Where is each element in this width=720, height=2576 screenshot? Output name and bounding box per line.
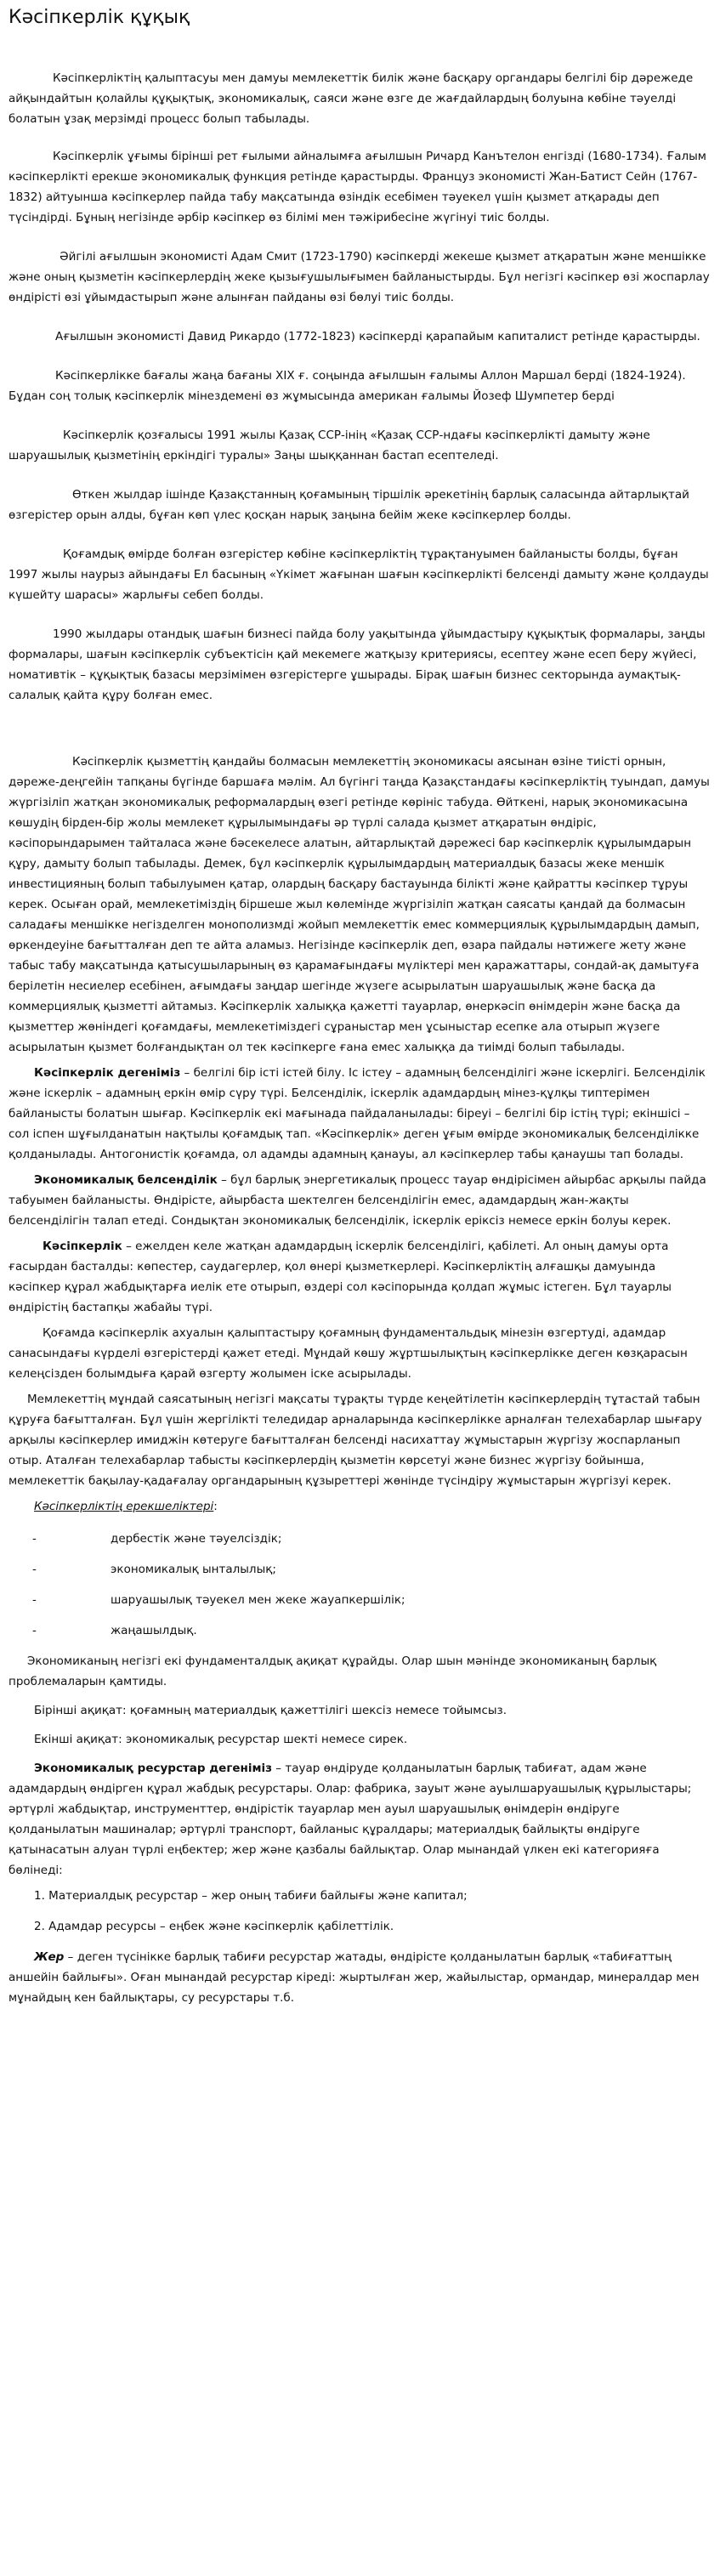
- definition-entrepreneurship: [9, 1063, 710, 1165]
- features-heading: [9, 1496, 710, 1517]
- paragraph-6: Кәсіпкерлік қозғалысы 1991 жылы Қазақ ССР-інің «Қазақ ССР-ндағы кәсіпкерлікті дамыту және шаруашылық қызметінің еркіндігі туралы» Заңы шыққаннан бастап есептеледі.: [9, 428, 650, 462]
- definition-text: – ежелден келе жатқан адамдардың іскерлік белсенділігі, қабілеті. Ал оның дамуы орта ғасырдан басталды: көпестер, саудагерлер, қол өнері қызметкерлері. Кәсіпкерліктің алғашқы дамуында кәсіпкер құрал жабдықтарға иелік ете отырып, өздері сол кәсіпорында қолдап жұмыс істеген. Бұл тауарлы өндірістің бастапқы жабайы түрі.: [9, 1240, 672, 1314]
- list-item: [9, 1615, 710, 1646]
- resource-categories-list: [9, 1881, 710, 1942]
- list-dash: -: [32, 1593, 37, 1607]
- paragraph-3: Әйгілі ағылшын экономисті Адам Смит (1723-1790) кәсіпкерді жекеше қызмет атқаратын және меншікке және оның қызметін кәсіпкерлердің жеке қызығушылығымен байланыстырды. Бұл негізгі кәсіпкер өзі жоспарлау өндірісті өзі ұйымдастырып және алынған пайданы өзі бөлуі тиіс болды.: [9, 250, 710, 304]
- paragraph-truth-2: Екінші ақиқат: экономикалық ресурстар шекті немесе сирек.: [34, 1733, 408, 1746]
- list-dash: -: [32, 1532, 37, 1546]
- features-title: Кәсіпкерліктің ерекшеліктері: [34, 1500, 214, 1513]
- paragraph-7: Өткен жылдар ішінде Қазақстанның қоғамының тіршілік әрекетінің барлық саласында айтарлықтай өзгерістер орын алды, бұған көп үлес қосқан нарық заңына бейім жеке кәсіпкерлер болды.: [9, 488, 689, 522]
- definition-text: – тауар өндіруде қолданылатын барлық табиғат, адам және адамдардың өндірген құрал жабдық ресурстары. Олар: фабрика, зауыт және ауылшаруашылық құрылыстары; әртүрлі жабдықтар, инструменттер, өндірістік тауарлар мен ауыл шаруашылық өнімдерін өндіруге қолданылатын машиналар; әртүрлі транспорт, байланыс құралдары; материалдық байлықты өндіруге қатынасатын алуан түрлі еңбектер; жер және қазбалы байлықтар. Олар мынандай үлкен екі категорияға бөлінеді:: [9, 1762, 692, 1877]
- paragraph-4: Ағылшын экономисті Давид Рикардо (1772-1823) кәсіпкерді қарапайым капиталист ретінде қарастырды.: [55, 330, 700, 343]
- paragraph-10: Кәсіпкерлік қызметтің қандайы болмасын мемлекеттің экономикасы аясынан өзіне тиісті орнын, дәреже-деңгейін тапқаны бүгінде баршаға мәлім. Ал бүгінгі таңда Қазақстандағы кәсіпкерліктің туындап, дамуы жүргізіліп жатқан экономикалық реформалардың өзегі ретінде көрініс табуда. Өйткені, нарық экономикасына көшудің бірден-бір жолы мемлекет құрылымындағы әр түрлі салада қызмет атқаратын өндіріс, кәсіпорындарымен тайталаса және бәсекелесе алатын, айтарлықтай дәрежесі бар кәсіпкерлік құрылымдарын құру, дамыту болып табылады. Демек, бұл кәсіпкерлік құрылымдардың материалдық базасы жеке меншік инвестицияның болып табылуымен қатар, олардың басқару бастауында білікті және қайратты кәсіпкер тұруы керек. Осыған орай, мемлекетіміздің біршеше жыл көлемінде жүргізіліп жатқан саясаты қандай да болмасын саладағы меншікке негізделген монополизмді жойып мемлекеттік емес коммерциялық құрылымдардың дамып, өркендеуіне бағытталған деп те айта аламыз. Негізінде кәсіпкерлік деп, өзара пайдалы нәтижеге жету және табыс табу мақсатында қатысушыларының өз қарамағындағы мүліктері мен қаражаттары, сондай-ақ дамытуға берілетін несиелер есебінен, ағымдағы заңдар шегінде жүзеге асырылатын шаруашылық және басқа да коммерциялық қызметті айтамыз. Кәсіпкерлік халыққа қажетті тауарлар, өнеркәсіп өнімдерін және басқа да қызметтер жөніндегі қоғамдағы, мемлекетіміздегі сұраныстар мен ұсыныстар есепке ала отырып жүзеге асырылатын қызмет болғандықтан ол тек кәсіпкерге ғана емес халыққа да тиімді болып табылады.: [9, 755, 710, 1054]
- definition-entrepreneurship-history: [9, 1236, 710, 1318]
- definition-term: Жер: [34, 1950, 65, 1964]
- list-item: [9, 1523, 710, 1554]
- paragraph-8: Қоғамдық өмірде болған өзгерістер көбіне кәсіпкерліктің тұрақтануымен байланысты болды, бұған 1997 жылы наурыз айындағы Ел басының «Үкімет жағынан шағын кәсіпкерлікті белсенді дамыту және қолдауды күшейту шарасы» жарлығы себеп болды.: [9, 548, 709, 602]
- page-title: Кәсіпкерлік құқық: [9, 7, 190, 28]
- definition-economic-activity: [9, 1170, 710, 1231]
- list-item-text: жаңашылдық.: [111, 1624, 197, 1637]
- paragraph-2: Кәсіпкерлік ұғымы бірінші рет ғылыми айналымға ағылшын Ричард Канътелон енгізді (1680-1734). Ғалым кәсіпкерлікті ерекше экономикалық функция ретінде қарастырды. Француз экономисті Жан-Батист Сейн (1767-1832) айтуынша кәсіпкерлер пайда табу мақсатында өзіндік есебімен тәуекел үшін қызмет атқарады деп түсіндірді. Бұның негізінде әрбір кәсіпкер өз білімі мен тәжірибесіне жүгінуі тиіс болды.: [9, 150, 706, 224]
- definition-text: – белгілі бір істі істей білу. Іс істеу – адамның белсенділігі және іскерлігі. Белсенділік және іскерлік – адамның еркін өмір сүру түрі. Белсенділік, іскерлік адамдардың мінез-құлқы типтерімен байланысты болатын шығар. Кәсіпкерлік екі мағынада пайдаланылады: біреуі – белгілі бір істің түрі; екіншісі – сол іспен шұғылданатын нақтылы қоғамдық тап. «Кәсіпкерлік» деген ұғым өмірде экономикалық белсенділікке қолданылады. Антогонистік қоғамда, ол адамды адамның қанауы, ал кәсіпкерлер табы қанаушы тап болады.: [9, 1066, 706, 1161]
- list-item: 2. Адамдар ресурсы – еңбек және кәсіпкерлік қабілеттілік.: [34, 1920, 394, 1933]
- page-bottom-spacer: [9, 2008, 710, 2059]
- definition-land: [9, 1947, 710, 2008]
- features-list: [9, 1523, 710, 1646]
- paragraph-5: Кәсіпкерлікке бағалы жаңа бағаны XIX ғ. соңында ағылшын ғалымы Аллон Маршал берді (1824-1924). Бұдан соң толық кәсіпкерлік мінездемені өз жұмысында американ ғалымы Йозеф Шумпетер берді: [9, 369, 686, 403]
- paragraph-truths-intro: Экономиканың негізгі екі фундаменталдық ақиқат құрайды. Олар шын мәнінде экономиканың барлық проблемаларын қамтиды.: [9, 1654, 657, 1688]
- definition-term: Кәсіпкерлік дегеніміз: [34, 1066, 181, 1080]
- features-colon: :: [213, 1500, 218, 1513]
- list-item-text: шаруашылық тәуекел мен жеке жауапкершілік;: [111, 1593, 405, 1607]
- paragraph-society: Қоғамда кәсіпкерлік ахуалын қалыптастыру қоғамның фундаментальдық мінезін өзгертуді, адамдар санасындағы күрделі өзгерістерді қажет етеді. Мұндай көшу жұртшылықтың кәсіпкерлікке деген көзқарасын келеңсізден болымдыға қарай өзгерту жолымен іске асырылады.: [9, 1326, 688, 1381]
- definition-economic-resources: [9, 1758, 710, 1881]
- list-dash: -: [32, 1624, 37, 1637]
- definition-term: Экономикалық ресурстар дегеніміз: [34, 1762, 272, 1775]
- intro-section: [9, 34, 710, 1058]
- list-item: [9, 1585, 710, 1615]
- list-item-text: экономикалық ынталылық;: [111, 1563, 276, 1576]
- list-item: [9, 1554, 710, 1585]
- paragraph-1: Кәсіпкерліктің қалыптасуы мен дамуы мемлекеттік билік және басқару органдары белгілі бір дәрежеде айқындайтын қолайлы құқықтық, экономикалық, саяси және өзге де жағдайлардың болуына көбіне тәуелді болатын ұзақ мерзімді процесс болып табылады.: [9, 71, 694, 126]
- definition-text: – деген түсінікке барлық табиғи ресурстар жатады, өндірісте қолданылатын барлық «табиғаттың аншейін байлығы». Оған мынандай ресурстар кіреді: жыртылған жер, жайылыстар, ормандар, минералдар мен мұнайдың кен байлықтары, су ресурстары т.б.: [9, 1950, 700, 2005]
- paragraph-state-policy: Мемлекеттің мұндай саясатының негізгі мақсаты тұрақты түрде кеңейтілетін кәсіпкерлердің тұтастай табын құруға бағытталған. Бұл үшін жергілікті теледидар арналарында кәсіпкерлікке арналған телехабарлар шығару арқылы кәсіпкерлер имиджін көтеруге бағытталған белсенді насихаттау жұмыстарын жүргізу жоспарланып отыр. Аталған телехабарлар табысты кәсіпкерлердің қызметін көрсетуі және бизнес жүргізу бойынша, мемлекеттік бақылау-қадағалау органдарының құзыреттері жөнінде түсіндіру жұмыстарын жүргізуі керек.: [9, 1393, 702, 1488]
- definition-term: Кәсіпкерлік: [43, 1240, 122, 1253]
- paragraph-truth-1: Бірінші ақиқат: қоғамның материалдық қажеттілігі шексіз немесе тойымсыз.: [34, 1704, 507, 1717]
- list-dash: -: [32, 1563, 37, 1576]
- definition-text: – бұл барлық энергетикалық процесс тауар өндірісімен айырбас арқылы пайда табуымен байланысты. Өндірісте, айырбаста шектелген белсенділігін емес, адамдардың жан-жақты белсенділігін талап етеді. Сондықтан экономикалық белсенділік, іскерлік еріксіз немесе еркін болуы керек.: [9, 1173, 706, 1228]
- definition-term: Экономикалық белсенділік: [34, 1173, 218, 1187]
- list-item-text: дербестік және тәуелсіздік;: [111, 1532, 282, 1546]
- paragraph-9: 1990 жылдары отандық шағын бизнесі пайда болу уақытында ұйымдастыру құқықтық формалары, заңды формалары, шағын кәсіпкерлік субъектісін қай мекемеге жатқызу критериясы, есептеу және есеп беру жүйесі, номативтік – құқықтық базасы мерзімімен өзгерістерге ұшырады. Бірақ шағын бизнес секторында аумақтық-салалық қайта құру болған емес.: [9, 627, 706, 702]
- list-item: 1. Материалдық ресурстар – жер оның табиғи байлығы және капитал;: [34, 1889, 468, 1903]
